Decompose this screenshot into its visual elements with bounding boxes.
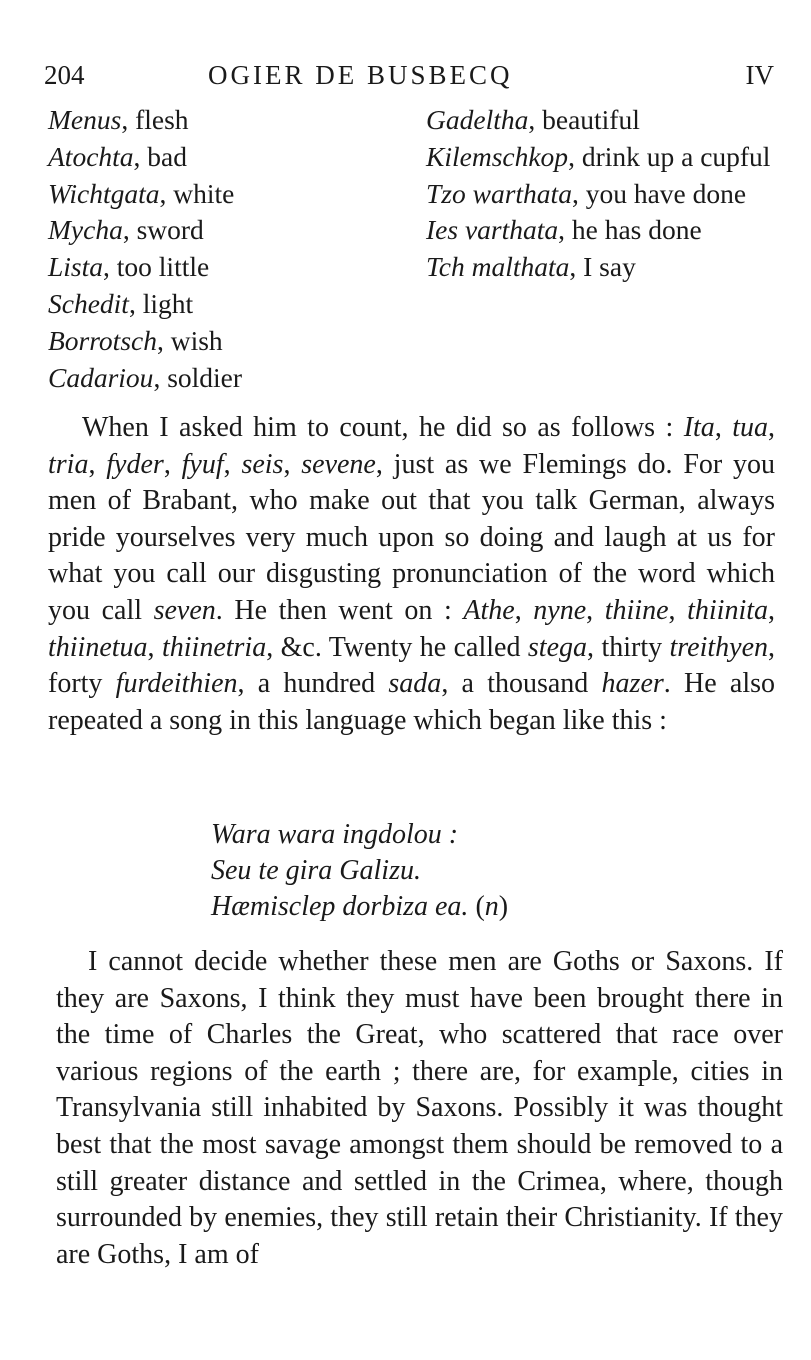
glossary-left-column: [48, 102, 378, 396]
glossary-entry: [48, 176, 378, 213]
text-run: ,: [147, 631, 162, 663]
text-run: ,: [514, 594, 534, 626]
counting-paragraph: [48, 410, 775, 739]
glossary-entry: [48, 323, 378, 360]
text-run: When I asked him to count, he did so as follows :: [82, 412, 684, 443]
numeral-word: stega: [527, 631, 588, 663]
note-letter: n: [484, 891, 499, 922]
glossary-meaning: , wish: [156, 324, 223, 356]
song-line-text: Hæmisclep dorbiza ea.: [211, 891, 469, 922]
glossary-meaning: , too little: [103, 251, 210, 283]
glossary-meaning: , sword: [122, 214, 204, 246]
text-run: , a thousand: [441, 668, 602, 700]
song-line: Seu te gira Galizu.: [211, 855, 421, 886]
glossary-meaning: , white: [159, 177, 235, 209]
text-run: , a hundred: [237, 668, 389, 700]
numeral-word: thiinetua: [48, 631, 148, 663]
volume-number: IV: [745, 60, 774, 90]
glossary-meaning: , drink up a cupful: [568, 140, 771, 172]
glossary-term: Lista: [48, 251, 104, 283]
glossary-entry: [48, 102, 378, 139]
numeral-word: sada: [388, 668, 442, 700]
running-head: OGIER DE BUSBECQ: [208, 60, 513, 90]
glossary-term: Tch malthata: [426, 251, 570, 283]
numeral-word: hazer: [601, 668, 664, 700]
text-run: , just as we Flemings do. For you men of Brabant, who make out that you talk German, always pride yourselves very much upon so doing and laugh at us for what you call our disgusting pronunciation of the word which you call: [48, 448, 776, 626]
glossary-entry: [426, 102, 774, 139]
glossary-term: Wichtgata: [48, 177, 160, 209]
glossary-entry: [426, 212, 774, 249]
text-run: ,: [768, 412, 776, 443]
glossary-entry: [48, 139, 378, 176]
glossary-meaning: , light: [128, 287, 194, 319]
glossary-entry: [426, 139, 774, 176]
page-header: [44, 60, 774, 94]
numeral-word: furdeithien: [115, 668, 238, 700]
note-reference: (n): [475, 891, 509, 922]
glossary-term: Atochta: [48, 140, 134, 172]
text-run: ,: [768, 594, 776, 626]
glossary-term: Mycha: [48, 214, 123, 246]
glossary-term: Ies varthata: [426, 214, 559, 246]
glossary-entry: [426, 249, 774, 286]
glossary-right-column: [426, 102, 774, 286]
glossary-meaning: , soldier: [153, 361, 243, 393]
song-line-last: [211, 889, 508, 925]
glossary-term: Borrotsch: [48, 324, 157, 356]
text-run: , &c. Twenty he called: [266, 631, 528, 663]
song-verse: [211, 817, 508, 925]
text-run: ,: [88, 448, 107, 480]
numeral-word: Athe: [463, 594, 515, 626]
numeral-word: fyder: [106, 448, 164, 480]
numeral-word: thiine: [604, 594, 669, 626]
text-run: ,: [163, 448, 182, 480]
glossary-entry: [48, 286, 378, 323]
text-run: . He also repeated a song in this language which began like this :: [48, 668, 775, 736]
glossary-term: Menus: [48, 104, 122, 135]
glossary-term: Schedit: [48, 287, 129, 319]
glossary-term: Cadariou: [48, 361, 154, 393]
text-run: ,: [223, 448, 242, 480]
text-run: ,: [283, 448, 302, 480]
glossary-entry: [48, 212, 378, 249]
numeral-word: fyuf: [181, 448, 224, 480]
glossary-meaning: , bad: [133, 140, 188, 172]
numeral-word: tria: [48, 448, 89, 480]
glossary-term: Kilemschkop: [426, 140, 569, 172]
glossary-meaning: , I say: [569, 251, 636, 283]
numeral-word: Ita: [683, 412, 715, 443]
glossary-meaning: , flesh: [121, 104, 189, 135]
numeral-word: nyne: [533, 594, 587, 626]
numeral-word: treithyen: [669, 631, 769, 663]
song-line: Wara wara ingdolou :: [211, 819, 459, 850]
glossary-meaning: , you have done: [571, 177, 747, 209]
glossary-entry: [48, 249, 378, 286]
glossary-term: Gadeltha: [426, 104, 529, 135]
numeral-word: seis: [241, 448, 284, 480]
page-number: 204: [44, 60, 85, 90]
numeral-word: tua: [732, 412, 769, 443]
glossary-meaning: , beautiful: [528, 104, 640, 135]
goths-saxons-paragraph: I cannot decide whether these men are Goths or Saxons. If they are Saxons, I think they must have been brought there in the time of Charles the Great, who scattered that race over various regions of the earth ; there are, for example, cities in Transylvania still inhabited by Saxons. Possibly it was thought best that the most savage amongst them should be removed to a still greater distance and settled in the Crimea, where, though surrounded by enemies, they still retain their Christianity. If they are Goths, I am of: [56, 946, 783, 1270]
text-run: ,: [714, 412, 733, 443]
glossary-entry: [48, 360, 378, 397]
emphasized-word: seven: [153, 594, 216, 626]
numeral-word: thiinetria: [161, 631, 267, 663]
glossary-entry: [426, 176, 774, 213]
text-run: . He then went on :: [215, 594, 464, 626]
numeral-word: thiinita: [687, 594, 769, 626]
text-run: , thirty: [587, 631, 670, 663]
text-run: , forty: [48, 631, 776, 700]
text-run: ,: [668, 594, 688, 626]
text-run: ,: [586, 594, 605, 626]
glossary-term: Tzo warthata: [426, 177, 572, 209]
glossary-meaning: , he has done: [558, 214, 702, 246]
numeral-word: sevene: [301, 448, 376, 480]
